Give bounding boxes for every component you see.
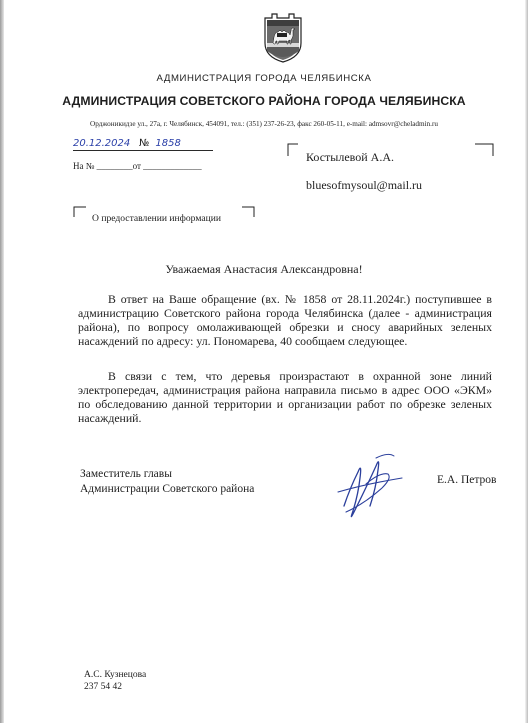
signatory-title [80, 467, 254, 496]
reference-number-line: На № ________от _____________ [73, 161, 202, 171]
subject-line: О предоставлении информации [92, 213, 221, 224]
recipient-email: bluesofmysoul@mail.ru [306, 178, 423, 192]
registration-number-value: 1858 [155, 138, 181, 149]
subject-corner-left [73, 206, 87, 218]
subject-corner-right [241, 206, 255, 218]
scan-edge-left [0, 0, 4, 723]
registration-number-prefix: № [139, 138, 150, 149]
registration-date: 20.12.2024 [73, 138, 131, 149]
registration-number [139, 138, 181, 149]
recipient-corner-left [287, 143, 299, 157]
body-paragraph-1: В ответ на Ваше обращение (вх. № 1858 от 28.11.2024г.) поступившее в администрацию Советского района города Челябинска (далее - администрация района), по вопросу омолаживающей обрезки и сносу аварийных зеленых насаждений по адресу: ул. Пономарева, 40 сообщаем следующее. [78, 292, 492, 348]
registration-underline [73, 150, 213, 151]
district-administration-title: АДМИНИСТРАЦИЯ СОВЕТСКОГО РАЙОНА ГОРОДА ЧЕЛЯБИНСКА [62, 94, 466, 108]
executor-info [84, 669, 146, 693]
city-administration-title: АДМИНИСТРАЦИЯ ГОРОДА ЧЕЛЯБИНСКА [156, 73, 372, 84]
contact-details: Орджоникидзе ул., 27а, г. Челябинск, 454091, тел.: (351) 237-26-23, факс 260-05-11, e-mail: admsovr@cheladmin.ru [90, 120, 438, 128]
signatory-name: Е.А. Петров [437, 474, 497, 486]
recipient-name: Костылевой А.А. [306, 150, 394, 164]
signatory-title-line-1: Заместитель главы [80, 468, 172, 480]
salutation: Уважаемая Анастасия Александровна! [165, 262, 363, 276]
recipient-corner-right [474, 143, 494, 157]
body-paragraph-2: В связи с тем, что деревья произрастают в охранной зоне линий электропередач, администрация района направила письмо в адрес ООО «ЭКМ» по обследованию данной территории и организации работ по обрезке зеленых насаждений. [78, 369, 492, 425]
executor-name: А.С. Кузнецова [84, 670, 147, 680]
signatory-title-line-2: Администрации Советского района [80, 482, 255, 495]
handwritten-signature [336, 448, 406, 522]
coat-of-arms-emblem [264, 13, 302, 63]
executor-phone: 237 54 42 [84, 682, 122, 692]
